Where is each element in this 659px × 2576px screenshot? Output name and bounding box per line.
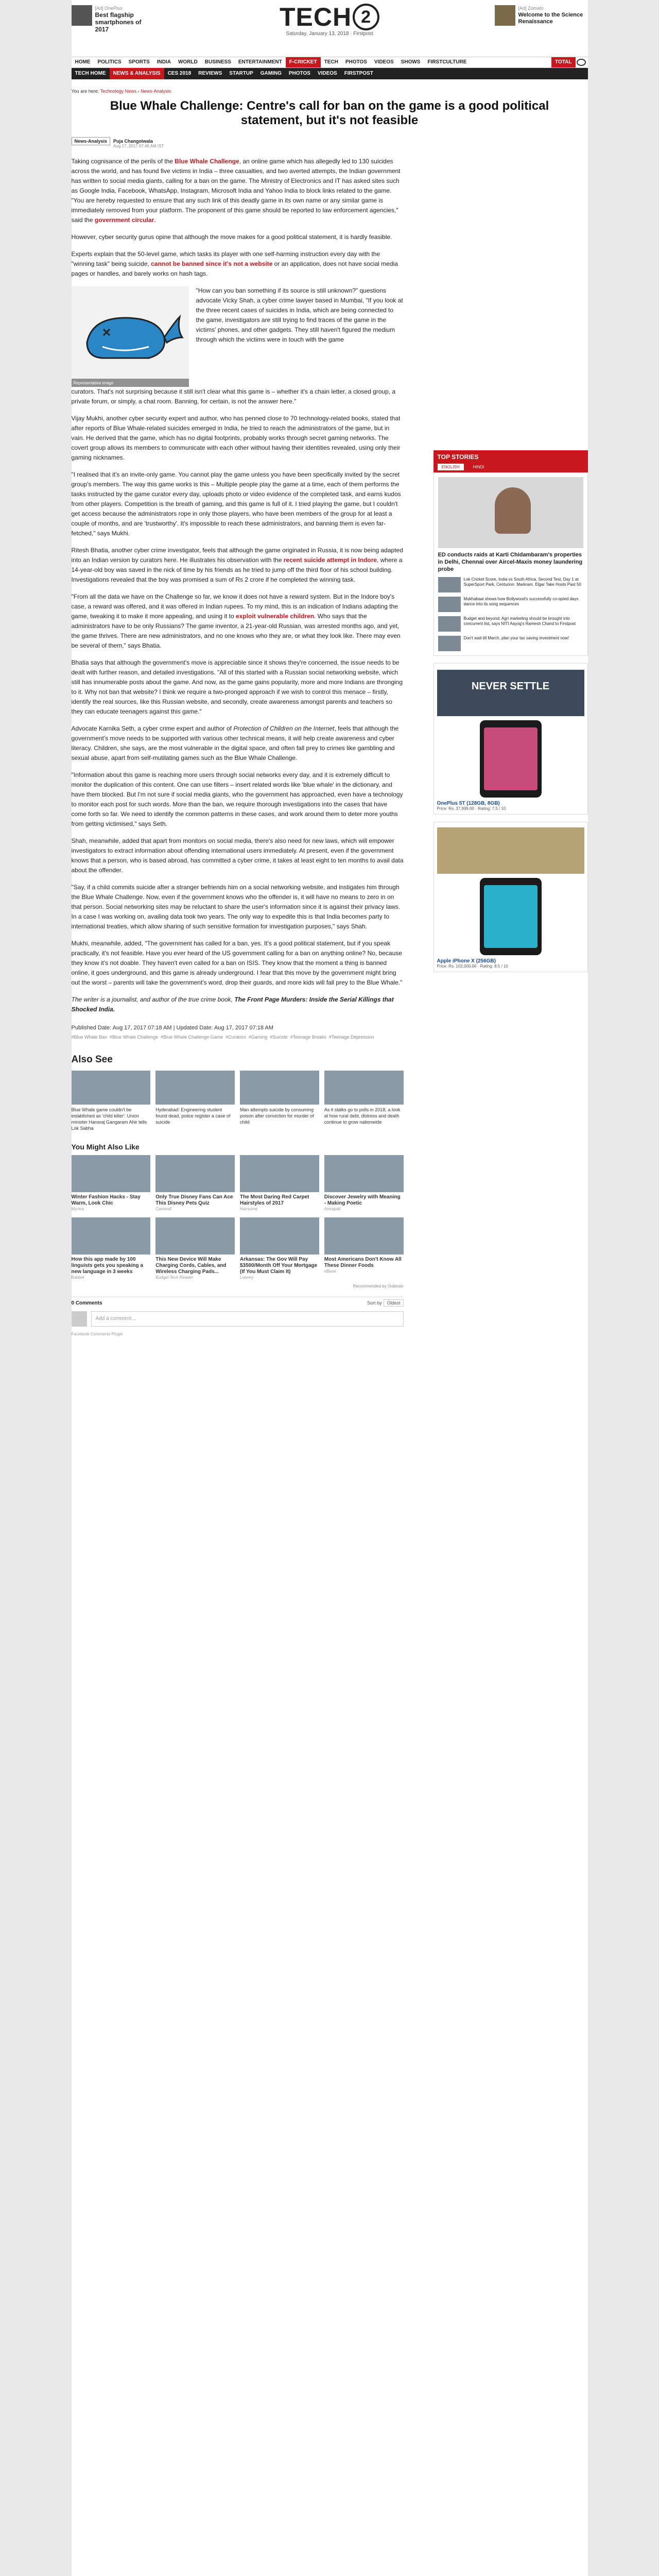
card-title[interactable]: This New Device Will Make Charging Cords, Cables, and Wireless Charging Pads...	[155, 1257, 227, 1275]
paragraph: Vijay Mukhi, another cyber security expert and author, who has penned close to 70 technology-related books, stated that after reports of Blue Whale-related suicides emerged in India, he tried to reach the administrators of the game, but in vain. He derived that the game, which has no digital footprints, probably works through secret gaming networks. The covert group allows its members to communicate with each other without having their identities revealed, using only their gaming nicknames.	[71, 415, 401, 461]
subnav-item-ces2018[interactable]: CES 2018	[167, 71, 192, 76]
paragraph: "Say, if a child commits suicide after a stranger befriends him on a social networking website, and instigates him through the Blue Whale Challenge. Now, even if the government knows who the offender is, it will have no means to zero in on that person. Social networking sites may be reluctant to share the user's information since it is against their privacy laws. In a case I was working on, availing data took two years. The only way to expedite this is that India becomes party to international treaties, which allow sharing of such sensitive formation for investigation purposes," says Shah.	[71, 884, 401, 930]
article-link[interactable]: recent suicide attempt in Indore	[283, 556, 377, 564]
paragraph: Bhatia says that although the government's move is appreciable since it shows they're concerned, the issue needs to be dealt with further reason, and detailed investigations. "All of this started with a Russian social networking website, which still has innumerable posts about the game. And now, as the game gains popularity, more and more Indians are thronging to it. Why not ban that website? I think we require a two-pronged approach if we wish to control this menace – firstly, identify the real sources, like this Russian website, and secondly, create awareness amongst parents and teachers so they can educate teenagers against this game."	[71, 659, 403, 715]
ad-source: [Ad] Zomato	[518, 6, 544, 11]
card-image[interactable]	[324, 1071, 404, 1105]
logo-text[interactable]: TECH	[279, 3, 352, 31]
subnav-item-startup[interactable]: STARTUP	[229, 71, 253, 76]
card-caption[interactable]: Man attempts suicide by consuming poison after conviction for murder of child	[240, 1107, 314, 1125]
breadcrumb	[72, 79, 588, 94]
paragraph: Ritesh Bhatia, another cyber crime investigator, feels that although the game originated in Russia, it is now being adapted into an Indian version by curators here. He illustrates his observation with the recent suicide attempt in Indore, where a 14-year-old boy was saved in the nick of time by his friends as he tried to jump off the third floor of his school building. Investigations revealed that the boy was promised a sum of Rs 2 crore if he completed the winning task.	[71, 547, 403, 583]
author-bio: The writer is a journalist, and author of the true crime book, The Front Page Murders: Inside the Serial Killings that Shocked India.	[71, 996, 394, 1013]
nav-item-shows[interactable]: SHOWS	[401, 59, 421, 65]
header-date: Saturday, January 13, 2018 · Firstpost	[286, 31, 373, 37]
product-card[interactable]	[433, 822, 588, 972]
comments-section	[72, 1297, 404, 1336]
product-price: Price: Rs. 37,999.00 · Rating: 7.5 / 10	[437, 806, 506, 811]
subnav-item-videos[interactable]: VIDEOS	[317, 71, 337, 76]
recommend-row	[72, 1217, 404, 1280]
top-stories-heading: TOP STORIES	[437, 453, 479, 461]
ad-thumbnail[interactable]	[495, 5, 515, 26]
recommend-card[interactable]	[72, 1155, 151, 1211]
paragraph: "I realised that it's an invite-only game. You cannot play the game unless you have been specifically invited by the secret group's members. The way this game works is this – Multiple people play the game at a time, each of them performs the tasks instructed by the game curator every day, uploads photo or video evidence of the completed task, and earns kudos from other players. Competition is the breath of gaming, and this game is full of it. I tried playing the game, but I couldn't get access because the administrators rope in only those players, who have been members of the group for at least a couple of months, and are 'trustworthy'. It's impossible to reach these administrators, and banning them is even far-fetched," says Mukhi.	[71, 471, 401, 537]
story-title[interactable]: Budget and beyond: Agri marketing should be brought into concurrent list, says NITI Aayog's Ramesh Chand to Firstpost	[463, 616, 576, 626]
card-image[interactable]	[240, 1071, 319, 1105]
search-icon[interactable]	[577, 59, 586, 66]
phone-image[interactable]	[480, 878, 542, 955]
article-link[interactable]: government circular	[94, 216, 154, 224]
nav-item-entertainment[interactable]: ENTERTAINMENT	[238, 59, 282, 65]
also-see-heading: Also See	[71, 1054, 113, 1065]
ad-title[interactable]: Welcome to the Science Renaissance	[518, 12, 583, 25]
card-title[interactable]: Discover Jewelry with Meaning - Making Poetic	[324, 1194, 401, 1206]
subnav-item-reviews[interactable]: REVIEWS	[198, 71, 222, 76]
paragraph: Experts explain that the 50-level game, which tasks its player with one self-harming instruction every day with the "winning task" being suicide, cannot be banned since it's not a website or an application, does not have social media pages or handles, and barely works on hash tags.	[71, 250, 398, 277]
sidebar	[433, 137, 588, 972]
nav-item-photos[interactable]: PHOTOS	[345, 59, 367, 65]
also-see-card[interactable]	[240, 1071, 319, 1131]
whale-illustration	[72, 286, 189, 387]
comments-count: 0 Comments	[71, 1300, 102, 1306]
story-item[interactable]	[438, 636, 583, 651]
top-banner	[72, 0, 588, 57]
image-caption: Representative image	[73, 381, 114, 385]
author-name[interactable]: Puja Changoiwala	[113, 139, 153, 144]
outbrain-credit[interactable]: Recommended by Outbrain	[353, 1284, 404, 1289]
card-image[interactable]	[324, 1217, 404, 1255]
paragraph: However, cyber security gurus opine that although the move makes for a good political statement, it is hardly feasible.	[71, 233, 392, 241]
card-title[interactable]: How this app made by 100 linguists gets you speaking a new language in 3 weeks	[71, 1257, 143, 1275]
sort-label: Sort by	[367, 1300, 382, 1306]
also-see-card[interactable]	[155, 1071, 235, 1131]
top-stories	[433, 450, 588, 472]
card-title[interactable]: Most Americans Don't Know All These Dinner Foods	[324, 1257, 402, 1268]
card-source: Budget Tech Reader	[155, 1275, 194, 1280]
card-image[interactable]	[240, 1155, 319, 1192]
ad-title[interactable]: Best flagship smartphones of 2017	[95, 11, 142, 33]
breadcrumb-page-link[interactable]: News-Analysis	[141, 89, 171, 94]
card-title[interactable]: Only True Disney Fans Can Ace This Disney Pets Quiz	[155, 1194, 233, 1206]
recommend-card[interactable]	[324, 1155, 404, 1211]
card-caption[interactable]: As it stalks go to polls in 2018, a look at how rural debt, distress and death continue to grow nationwide	[324, 1107, 401, 1125]
recommend-row	[72, 1155, 404, 1211]
tag-link[interactable]: #Blue Whale Challenge Game	[161, 1035, 223, 1040]
card-source: Amrapali	[324, 1207, 341, 1211]
logo-number[interactable]: 2	[353, 4, 379, 30]
you-might-like-heading: You Might Also Like	[71, 1143, 140, 1151]
card-image[interactable]	[324, 1155, 404, 1192]
recommend-card[interactable]	[240, 1155, 319, 1211]
page-wrapper	[72, 0, 588, 2576]
story-item[interactable]	[438, 577, 583, 592]
nav-total[interactable]: TOTAL	[551, 57, 575, 67]
also-see-card[interactable]	[324, 1071, 404, 1131]
tag-link[interactable]: #Curators	[226, 1035, 246, 1040]
story-thumb[interactable]	[438, 597, 461, 612]
tag-link[interactable]: #Suicide	[270, 1035, 288, 1040]
tag-link[interactable]: #Teenage Breaks	[290, 1035, 326, 1040]
card-source: eBase	[324, 1269, 336, 1274]
also-see-card[interactable]	[72, 1071, 151, 1131]
image-block	[72, 286, 404, 387]
story-item[interactable]	[438, 597, 583, 612]
category-badge[interactable]: News-Analysis	[72, 137, 111, 145]
card-title[interactable]: Arkansas: The Gov Will Pay $3500/Month Off Your Mortgage (If You Must Claim It)	[240, 1257, 318, 1275]
card-image[interactable]	[72, 1155, 151, 1192]
nav-item-fcricket[interactable]: F-CRICKET	[286, 57, 321, 67]
phone-image[interactable]	[480, 720, 542, 798]
paragraph: Shah, meanwhile, added that apart from monitors on social media, there's also need for new laws, which will empower investigators to extract information about offending international users immediately. At present, even if the government knows that a person, who is based abroad, has committed a cyber crime, it takes at least eight to ten months to avail data about the offender.	[71, 837, 404, 874]
nav-item-politics[interactable]: POLITICS	[97, 59, 122, 65]
story-title[interactable]: Mukhabaai shows how Bollywood's successfully co-opted days dance into its song sequences	[463, 597, 579, 606]
card-source: Babbel	[71, 1275, 84, 1280]
also-see-grid	[72, 1071, 404, 1131]
card-image[interactable]	[155, 1155, 235, 1192]
nav-item-business[interactable]: BUSINESS	[204, 59, 231, 65]
nav-item-home[interactable]: HOME	[75, 59, 91, 65]
recommend-card[interactable]	[72, 1217, 151, 1280]
nav-item-firstculture[interactable]: FIRSTCULTURE	[427, 59, 467, 65]
product-price: Price: Rs. 102,000.00 · Rating: 8.5 / 10	[437, 964, 508, 969]
tag-link[interactable]: #Gaming	[248, 1035, 268, 1040]
paragraph: "Information about this game is reaching more users through social networks every day, and it is extremely difficult to monitor the duplication of this content. One can use filters – insert related words like 'blue whale' in the dictionary, and have them blocked. But I'm not sure if social media giants, who the government has approached, even have a technology to monitor each post for such words. More than the ban, we require thorough investigations into the cases that have come forth so far. We need to identify the common patterns in these cases, and work around them to deter more youths from getting victimised," says Seth.	[71, 771, 403, 827]
card-source: Myntra	[71, 1207, 84, 1211]
comment-input[interactable]: Add a comment...	[91, 1311, 404, 1327]
sub-nav	[72, 68, 588, 79]
main-nav	[72, 57, 588, 68]
card-source: Loaney	[240, 1275, 254, 1280]
plugin-credit[interactable]: Facebook Comments Plugin	[71, 1332, 123, 1336]
breadcrumb-separator: ›	[137, 89, 140, 94]
paragraph: Mukhi, meanwhile, added, "The government has called for a ban, yes. It's a good political statement, but if you speak practically, it's not feasible. Have you ever heard of the US government calling for a ban on anything online? No, because they know it's not doable. They haven't even called for a ban on ISIS. They know that the moment a thing is banned online, it goes underground, and this game is already underground. I fear that this move by the government might bring out the worst – parents will take the government's word, drop their guards, and more kids will fall prey to the Blue Whale."	[71, 940, 403, 986]
nav-item-sports[interactable]: SPORTS	[128, 59, 150, 65]
recommend-card[interactable]	[155, 1155, 235, 1211]
card-image[interactable]	[240, 1217, 319, 1255]
story-thumb[interactable]	[438, 616, 461, 632]
article-date: Aug 17, 2017 07:46 AM IST	[113, 144, 164, 148]
avatar	[72, 1311, 87, 1327]
subnav-item-newsanalysis[interactable]: NEWS & ANALYSIS	[110, 68, 164, 79]
story-thumb[interactable]	[438, 577, 461, 592]
nav-item-world[interactable]: WORLD	[178, 59, 198, 65]
article-image	[72, 286, 189, 387]
ad-right[interactable]	[495, 5, 588, 26]
tag-link[interactable]: #Blue Whale Challenge	[110, 1035, 159, 1040]
card-image[interactable]	[155, 1071, 235, 1105]
ad-thumbnail[interactable]	[72, 5, 92, 26]
published-date: Published Date: Aug 17, 2017 07:18 AM | Updated Date: Aug 17, 2017 07:18 AM	[71, 1025, 273, 1031]
tab-hindi[interactable]: HINDI	[473, 465, 484, 469]
paragraph: Advocate Karnika Seth, a cyber crime expert and author of Protection of Children on the Internet, feels that although the government's move needs to be supported with various other technical means, it will help create awareness and cyber literacy. Children, she says, are the most vulnerable in the digital space, and often fall prey to crimes like gambling and sexual abuse, apart from self-mutilating games such as the Blue Whale Challenge.	[71, 725, 399, 761]
subnav-item-photos[interactable]: PHOTOS	[288, 71, 310, 76]
nav-item-india[interactable]: INDIA	[157, 59, 171, 65]
hero-image[interactable]	[438, 477, 583, 548]
nav-item-tech[interactable]: TECH	[324, 59, 338, 65]
card-source: Cameraf	[155, 1207, 171, 1211]
breadcrumb-section-link[interactable]: Technology News	[100, 89, 137, 94]
card-image[interactable]	[72, 1071, 151, 1105]
story-title[interactable]: Don't wait till March, plan your tax saving investment now!	[463, 636, 569, 640]
ad-source: [Ad] OnePlus	[95, 6, 123, 11]
ad-left[interactable]	[72, 5, 157, 33]
story-title[interactable]: Lok Cricket Score, India vs South Africa, Second Test, Day 1 at SuperSport Park, Centurion: Markram, Elgar Take Hosts Past 50	[463, 577, 581, 587]
article-title: Blue Whale Challenge: Centre's call for ban on the game is a good political statement, but it's not feasible	[110, 99, 549, 127]
hero-title[interactable]: ED conducts raids at Karti Chidambaram's properties in Delhi, Chennai over Aircel-Maxis money laundering probe	[438, 552, 583, 572]
card-title[interactable]: Winter Fashion Hacks - Stay Warm, Look Chic	[71, 1194, 141, 1206]
sort-select[interactable]: Oldest	[384, 1299, 403, 1307]
paragraph: "From all the data we have on the Challenge so far, we know it does not have a reward system. But in the Indore boy's case, a reward was offered, and it was offered in Indian rupees. To my mind, this is an indication of Indians adapting the game, tweaking it to make it more appealing, and using it to exploit vulnerable children. Who says that the administrators have to be only Russians? The game inventor, a 21-year-old Russian, was arrested months ago, and yet, the game thrives. There are new administrators, and no one knows who they are, or what they look like. There may even be several of them," says Bhatia.	[71, 593, 401, 649]
product-banner[interactable]: NEVER SETTLE	[437, 670, 584, 716]
product-banner-image[interactable]	[437, 827, 584, 874]
nav-item-videos[interactable]: VIDEOS	[374, 59, 394, 65]
card-source: Hairsome	[240, 1207, 258, 1211]
product-card[interactable]	[433, 663, 588, 815]
article-link[interactable]: exploit vulnerable children	[236, 613, 315, 620]
subnav-item-firstpost[interactable]: FIRSTPOST	[344, 71, 373, 76]
product-name[interactable]: Apple iPhone X (256GB)	[437, 958, 496, 964]
person-photo	[495, 487, 531, 534]
paragraph: "How can you ban something if its source is still unknown?" questions advocate Vicky Shah, a cyber crime lawyer based in Mumbai, "If you look at the three recent cases of suicides in India, which are being connected to the game, investigators are still trying to find traces of the game in the victims' phones, and other gadgets. They still haven't figured the medium through which the victims were in touch with the game	[196, 287, 403, 343]
paragraph: curators. That's not surprising because it still isn't clear what this game is – whether it's a chain letter, a closed group, a private forum, or simply, a chat room. Banning, for certain, is not the answer here."	[71, 388, 396, 405]
product-name[interactable]: OnePlus 5T (128GB, 8GB)	[437, 801, 500, 806]
card-caption[interactable]: Hyderabad: Engineering student found dead, police register a case of suicide	[155, 1107, 231, 1125]
site-logo[interactable]	[280, 2, 379, 37]
top-stories-body	[433, 472, 588, 656]
recommend-card[interactable]	[155, 1217, 235, 1280]
article-link[interactable]: cannot be banned since it's not a website	[151, 260, 273, 267]
article-link[interactable]: Blue Whale Challenge	[175, 158, 239, 165]
recommend-card[interactable]	[324, 1217, 404, 1280]
story-item[interactable]	[438, 616, 583, 632]
subnav-item-gaming[interactable]: GAMING	[260, 71, 282, 76]
breadcrumb-prefix: You are here:	[71, 89, 99, 94]
tag-list	[72, 1034, 404, 1041]
card-image[interactable]	[155, 1217, 235, 1255]
subnav-item-techhome[interactable]: TECH HOME	[75, 71, 106, 76]
recommend-card[interactable]	[240, 1217, 319, 1280]
tab-english[interactable]: ENGLISH	[438, 464, 464, 470]
paragraph: Taking cognisance of the perils of the Blue Whale Challenge, an online game which has allegedly led to 130 suicides across the world, and has found five victims in India – three casualties, and two averted attempts, the Indian government has written to social media giants, calling for a ban on the game. The Ministry of Electronics and IT has asked sites such as Google India, Facebook, WhatsApp, Instagram, Microsoft India and Yahoo India to block links related to the game. "You are hereby requested to ensure that any such link of this deadly game in its own name or any similar game is immediately removed from your platform. The proponent of this game should be reported to law enforcement agencies," said the government circular.	[71, 158, 401, 224]
byline	[72, 137, 404, 148]
article-main	[72, 137, 404, 1336]
tag-link[interactable]: #Teenage Depression	[328, 1035, 374, 1040]
tag-link[interactable]: #Blue Whale Ban	[71, 1035, 108, 1040]
card-title[interactable]: The Most Daring Red Carpet Hairstyles of 2017	[240, 1194, 309, 1206]
card-caption[interactable]: Blue Whale game couldn't be established as 'child killer': Union minister Hansraj Gangaram Ahir tells Lok Sabha	[71, 1107, 147, 1131]
card-image[interactable]	[72, 1217, 151, 1255]
story-thumb[interactable]	[438, 636, 461, 651]
